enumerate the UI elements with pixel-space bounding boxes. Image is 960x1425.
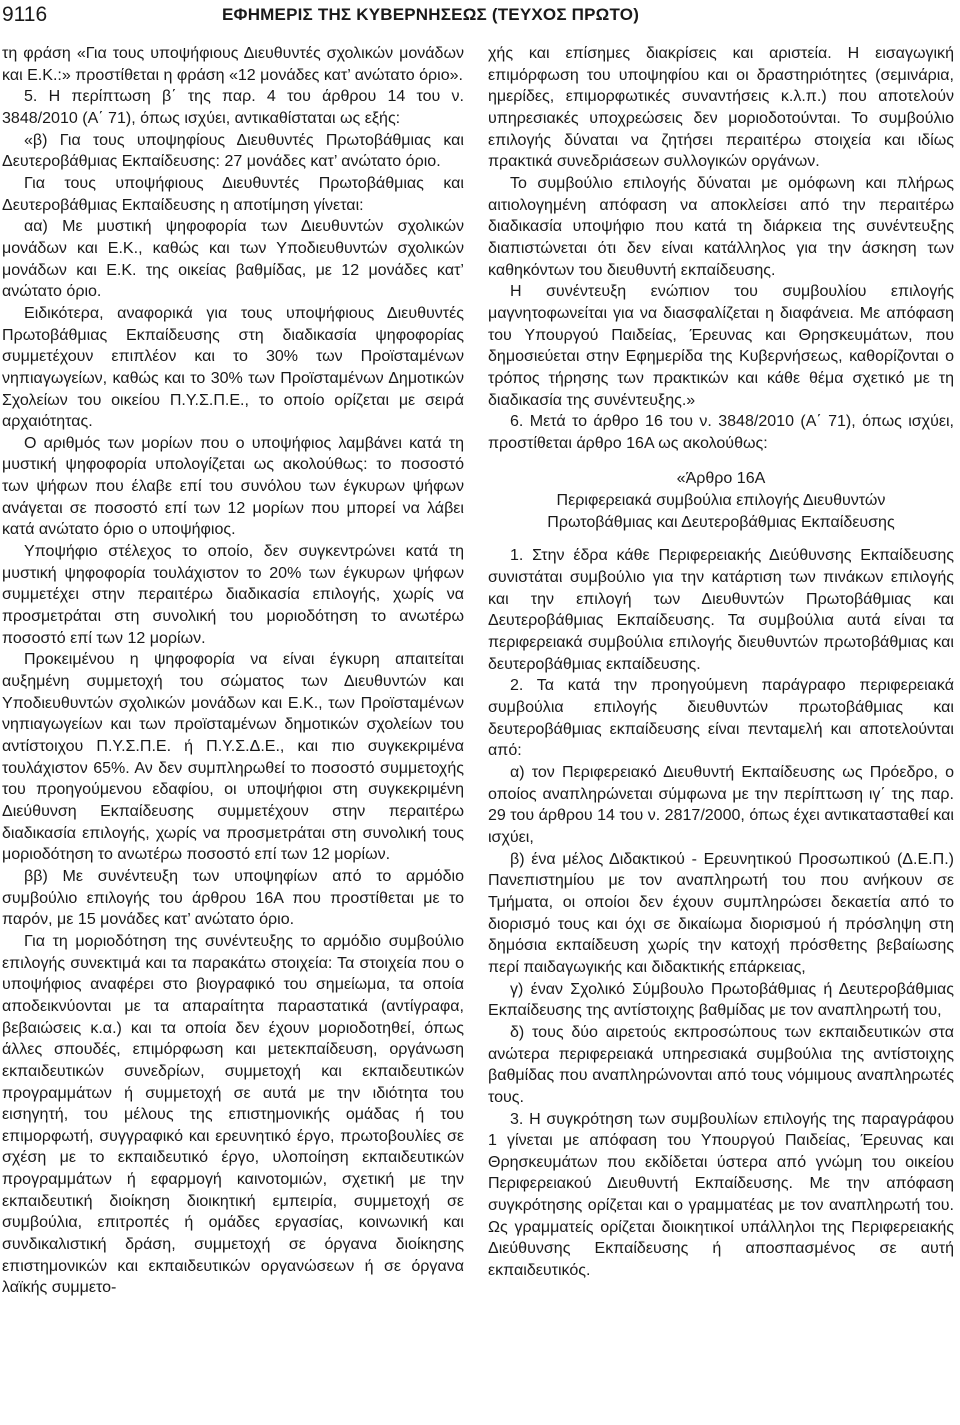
paragraph: 6. Μετά το άρθρο 16 του ν. 3848/2010 (Α΄ 71), όπως ισχύει, προστίθεται άρθρο 16Α ως ακολούθως: <box>488 412 954 452</box>
paragraph: Για τους υποψήφιους Διευθυντές Πρωτοβάθμιας και Δευτεροβάθμιας Εκπαίδευσης η αποτίμηση γίνεται: <box>2 173 464 214</box>
article-heading <box>488 468 954 533</box>
article-title: Πρωτοβάθμιας και Δευτεροβάθμιας Εκπαίδευσης <box>547 512 895 531</box>
paragraph: 3. Η συγκρότηση των συμβουλίων επιλογής της παραγράφου 1 γίνεται με απόφαση του Υπουργού Παιδείας, Έρευνας και Θρησκευμάτων που εκδίδεται ύστερα από γνώμη του οικείου Περιφερειακού Διευθυντή Εκπαίδευσης. Με την απόφαση συγκρότησης ορίζεται και ο γραμματέας με τον αναπληρωτή του. Ως γραμματείς ορίζεται διοικητικοί υπάλληλοι της Περιφερειακής Διεύθυνσης Εκπαίδευσης ή αποσπασμένος σε αυτή εκπαιδευτικός. <box>488 1109 954 1280</box>
paragraph: Προκειμένου η ψηφοφορία να είναι έγκυρη απαιτείται αυξημένη συμμετοχή του σώματος των Διευθυντών και Υποδιευθυντών σχολικών μονάδων και Ε.Κ., των Προϊσταμένων νηπιαγωγείων και των προϊσταμένων δημοτικών σχολείων του αντίστοιχου Π.Υ.Σ.Π.Ε. ή Π.Υ.Σ.Δ.Ε., και πιο συγκεκριμένα τουλάχιστον 65%. Αν δεν συμπληρωθεί το ποσοστό συμμετοχής του προηγούμενου εδαφίου, οι υποψήφιοι στη συγκεκριμένη Διεύθυνση Εκπαίδευσης συμμετέχουν στην περαιτέρω διαδικασία επιλογής, χωρίς να προσμετράται στη συνολική τους μοριοδότηση το ανωτέρω ποσοστό επί των 12 μορίων. <box>2 650 464 864</box>
article-title: Περιφερειακά συμβούλια επιλογής Διευθυντών <box>556 491 886 510</box>
paragraph: 5. Η περίπτωση β΄ της παρ. 4 του άρθρου 14 του ν. 3848/2010 (Α΄ 71), όπως ισχύει, αντικαθίσταται ως εξής: <box>2 87 464 127</box>
right-column <box>488 43 954 1282</box>
paragraph: «β) Για τους υποψηφίους Διευθυντές Πρωτοβάθμιας και Δευτεροβάθμιας Εκπαίδευσης: 27 μονάδες κατ’ ανώτατο όριο. <box>2 130 464 171</box>
article-number: «Άρθρο 16Α <box>676 469 766 488</box>
paragraph: Υποψήφιο στέλεχος το οποίο, δεν συγκεντρώνει κατά τη μυστική ψηφοφορία τουλάχιστον το 20% των έγκυρων ψήφων συμμετέχει στην περαιτέρω διαδικασία επιλογής, χωρίς να προσμετράται στη συνολική του μοριοδότηση το ανωτέρω ποσοστό επί των 12 μορίων. <box>2 542 464 647</box>
paragraph: Για τη μοριοδότηση της συνέντευξης το αρμόδιο συμβούλιο επιλογής συνεκτιμά και τα παρακάτω στοιχεία: Τα στοιχεία που ο υποψήφιος αναφέρει στο βιογραφικό του σημείωμα, τα οποία αποδεικνύονται με τα απαραίτητα παραστατικά (αντίγραφα, βεβαιώσεις κ.α.) και τα οποία δεν έχουν μοριοδοτηθεί, όπως άλλες σπουδές, επιμόρφωση και μετεκπαίδευση, οργάνωση εκπαιδευτικών συνεδρίων, συμμετοχή και εκπαιδευτικών προγραμμάτων ή συμμετοχή σε αυτά με την ιδιότητα του εισηγητή, του μέλους της επιστημονικής ομάδας ή του επιμορφωτή, συγγραφικό και ερευνητικό έργο, πρωτοβουλίες σε σχέση με το εκπαιδευτικό έργο, υλοποίηση εκπαιδευτικών προγραμμάτων ή εφαρμογή καινοτομιών, σχετική με την εκπαιδευτική διοίκηση διοικητική εμπειρία, συμμετοχή σε συμβούλια, επιτροπές ή ομάδες εργασίας, κοινωνική και συνδικαλιστική δράση, συμμετοχή σε όργανα διοίκησης επιστημονικών και εκπαιδευτικών οργανώσεων ή σε όργανα λαϊκής συμμετο- <box>2 931 464 1297</box>
paragraph: 1. Στην έδρα κάθε Περιφερειακής Διεύθυνσης Εκπαίδευσης συνιστάται συμβούλιο για την κατάρτιση των πινάκων επιλογής και την επιλογή των Διευθυντών Πρωτοβάθμιας και Δευτεροβάθμιας Εκπαίδευσης. Τα συμβούλια αυτά είναι τα περιφερειακά συμβούλια επιλογής διευθυντών πρωτοβάθμιας και δευτεροβάθμιας εκπαίδευσης. <box>488 546 954 673</box>
page-number: 9116 <box>2 3 48 26</box>
journal-title: ΕΦΗΜΕΡΙΣ ΤΗΣ ΚΥΒΕΡΝΗΣΕΩΣ (ΤΕΥΧΟΣ ΠΡΩΤΟ) <box>222 5 640 24</box>
paragraph: Το συμβούλιο επιλογής δύναται με ομόφωνη και πλήρως αιτιολογημένη απόφαση να αποκλείσει από την περαιτέρω διαδικασία υποψήφιο που κατά τη διάρκεια της συνέντευξης διαπιστώνεται ότι δεν είναι κατάλληλος για την άσκηση των καθηκόντων του διευθυντή εκπαίδευσης. <box>488 173 954 279</box>
paragraph: 2. Τα κατά την προηγούμενη παράγραφο περιφερειακά συμβούλια επιλογής διευθυντών πρωτοβάθμιας και δευτεροβάθμιας εκπαίδευσης είναι πενταμελή και αποτελούνται από: <box>488 676 954 760</box>
paragraph: γ) έναν Σχολικό Σύμβουλο Πρωτοβάθμιας ή Δευτεροβάθμιας Εκπαίδευσης της αντίστοιχης βαθμίδας με τον αναπληρωτή του, <box>488 979 954 1020</box>
page-header <box>0 0 960 34</box>
paragraph: χής και επίσημες διακρίσεις και αριστεία. Η εισαγωγική επιμόρφωση του υποψηφίου και οι δραστηριότητες (σεμινάρια, ημερίδες, επιμορφωτικές συναντήσεις κ.λ.π.) που αποτελούν υπηρεσιακές υποχρεώσεις δεν μοριοδοτούνται. Το συμβούλιο επιλογής δύναται να ζητήσει περαιτέρω στοιχεία και ιδίως πρακτικά συνεδριάσεων συλλογικών οργάνων. <box>488 44 954 171</box>
paragraph: ββ) Με συνέντευξη των υποψηφίων από το αρμόδιο συμβούλιο επιλογής του άρθρου 16Α που προστίθεται με το παρόν, με 15 μονάδες κατ’ ανώτατο όριο. <box>2 866 464 929</box>
paragraph: Ειδικότερα, αναφορικά για τους υποψήφιους Διευθυντές Πρωτοβάθμιας Εκπαίδευσης στη διαδικασία ψηφοφορίας συμμετέχουν επιπλέον και το 30% των Προϊσταμένων νηπιαγωγείων, καθώς και το 30% των Προϊσταμένων Δημοτικών Σχολείων του οικείου Π.Υ.Σ.Π.Ε., το οποίο ορίζεται με σειρά αρχαιότητας. <box>2 303 464 431</box>
paragraph: α) τον Περιφερειακό Διευθυντή Εκπαίδευσης ως Πρόεδρο, ο οποίος αναπληρώνεται σύμφωνα με την περίπτωση ιγ΄ της παρ. 29 του άρθρου 14 του ν. 2817/2000, όπως έχει αντικατασταθεί και ισχύει, <box>488 763 954 846</box>
paragraph: Ο αριθμός των μορίων που ο υποψήφιος λαμβάνει κατά τη μυστική ψηφοφορία υπολογίζεται ως ακολούθως: το ποσοστό των ψήφων που έλαβε επί του συνόλου των έγκυρων ψήφων ανάγεται σε ποσοστό επί των 12 μορίων που μπορεί να λάβει κατά ανώτατο όριο ο υποψήφιος. <box>2 433 464 539</box>
paragraph: τη φράση «Για τους υποψήφιους Διευθυντές σχολικών μονάδων και Ε.Κ.:» προστίθεται η φράση «12 μονάδες κατ’ ανώτατο όριο». <box>2 44 464 84</box>
paragraph: β) ένα μέλος Διδακτικού - Ερευνητικού Προσωπικού (Δ.Ε.Π.) Πανεπιστημίου με τον αναπληρωτή του που ανήκουν σε Τμήματα, οι οποίοι δεν έχουν συμπληρώσει δεκαετία από το διορισμό τους και όχι σε δικαίωμα διορισμού ή πρόσληψη στη δημόσια εκπαίδευση χωρίς την κατοχή πρόσθετης βεβαίωσης περί παιδαγωγικής και διδακτικής επάρκειας, <box>488 849 954 976</box>
paragraph: αα) Με μυστική ψηφοφορία των Διευθυντών σχολικών μονάδων και Ε.Κ., καθώς και των Υποδιευθυντών σχολικών μονάδων και Ε.Κ. της οικείας βαθμίδας, με 12 μονάδες κατ’ ανώτατο όριο. <box>2 217 464 301</box>
left-column <box>2 43 464 1299</box>
paragraph: Η συνέντευξη ενώπιον του συμβουλίου επιλογής μαγνητοφωνείται για να διασφαλίζεται η διαφάνεια. Με απόφαση του Υπουργού Παιδείας, Έρευνας και Θρησκευμάτων, που δημοσιεύεται στην Εφημερίδα της Κυβερνήσεως, καθορίζονται ο τρόπος τήρησης των πρακτικών και κάθε θέμα σχετικό με τη διαδικασία της συνέντευξης.» <box>488 282 954 409</box>
paragraph: δ) τους δύο αιρετούς εκπροσώπους των εκπαιδευτικών στα ανώτερα περιφερειακά υπηρεσιακά συμβούλια της αντίστοιχης βαθμίδας που αναπληρώνονται από τους νόμιμους αναπληρωτές τους. <box>488 1022 954 1106</box>
